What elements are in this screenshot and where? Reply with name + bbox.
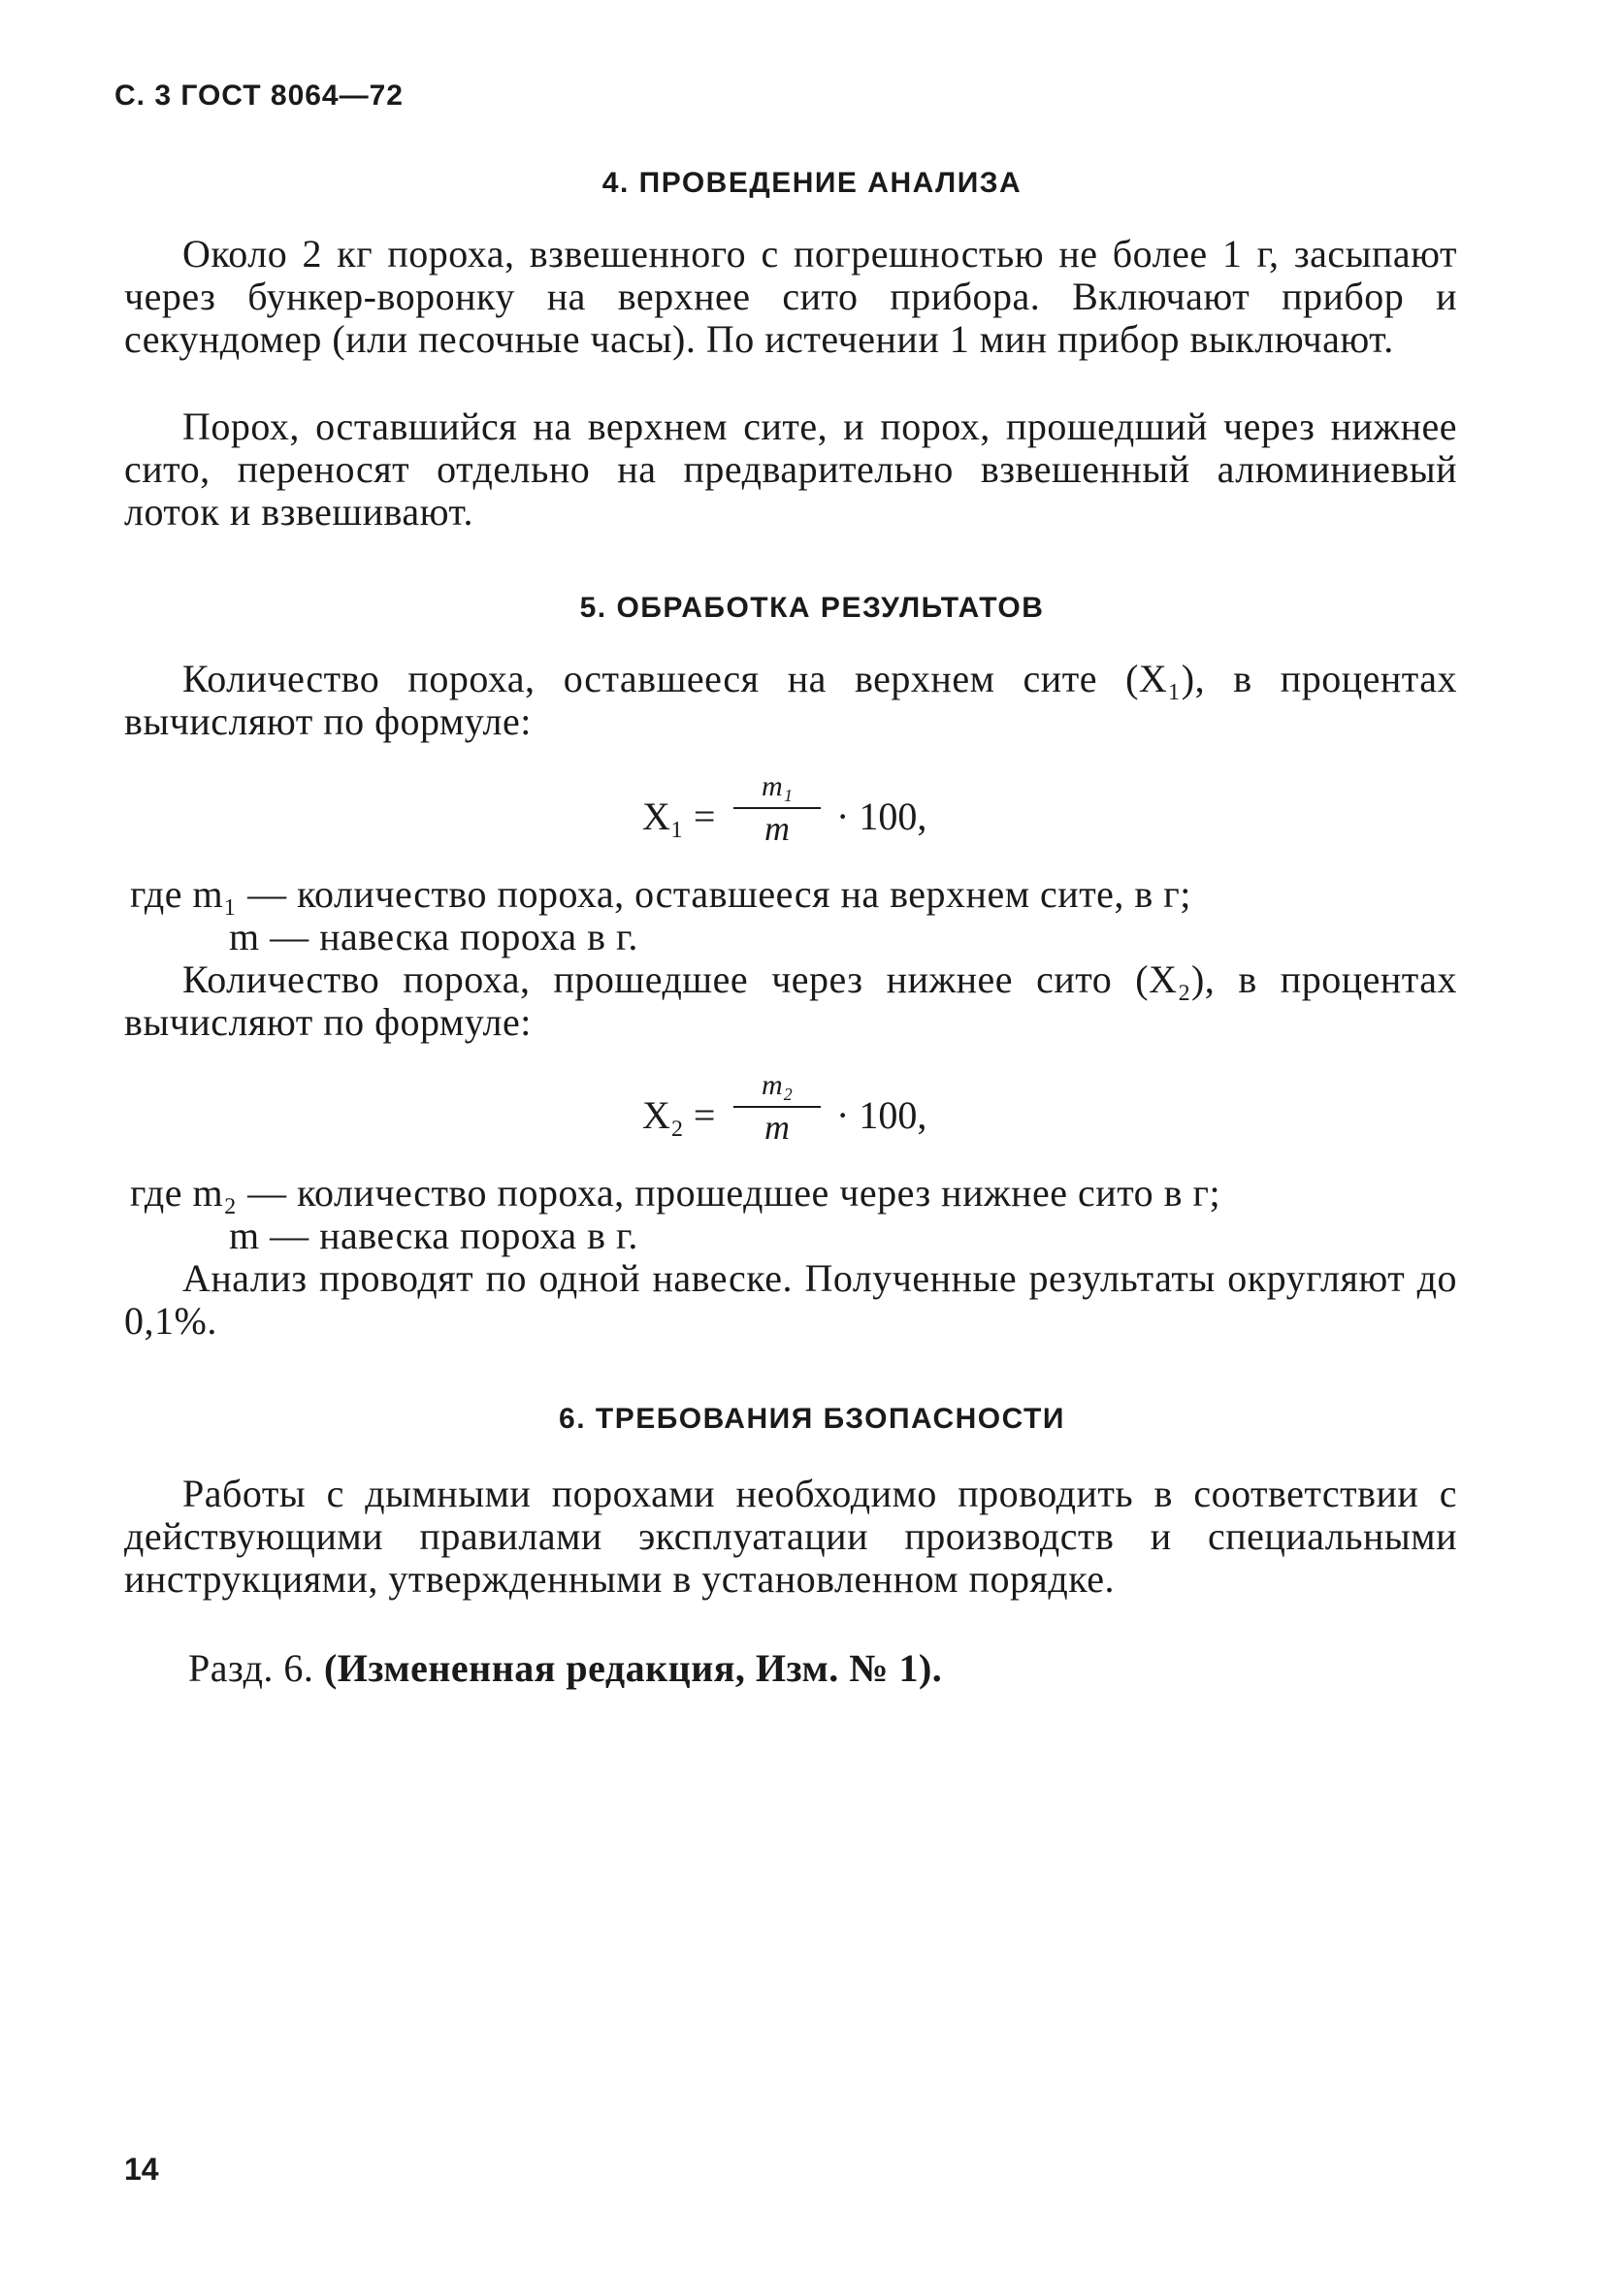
section-5-title: 5. ОБРАБОТКА РЕЗУЛЬТАТОВ xyxy=(579,592,1045,624)
section-4-title: 4. ПРОВЕДЕНИЕ АНАЛИЗА xyxy=(601,167,1023,199)
amendment-prefix: Разд. 6. xyxy=(188,1646,314,1690)
section-4-paragraph-1: Около 2 кг пороха, взвешенного с погрешностью не более 1 г, засыпают через бункер-воронку на верхнее сито прибора. Включают прибор и секундомер (или песочные часы). По истечении 1 мин прибор выключают. xyxy=(124,232,1457,361)
formula-x2-numerator: m₂ xyxy=(761,1069,794,1101)
section-6-title: 6. ТРЕБОВАНИЯ БЗОПАСНОСТИ xyxy=(559,1403,1065,1435)
formula-x1-lhs: X₁ = xyxy=(642,794,716,838)
where-m1-line: где m₁ — количество пороха, оставшееся на верхнем сите, в г; xyxy=(130,872,1191,916)
section-5-paragraph-2: Количество пороха, прошедшее через нижнее сито (X₂), в процентах вычисляют по формуле: xyxy=(124,957,1457,1044)
section-4-paragraph-2: Порох, оставшийся на верхнем сите, и порох, прошедший через нижнее сито, переносят отдельно на предварительно взвешенный алюминиевый лоток и взвешивают. xyxy=(124,405,1457,534)
formula-x2-denominator: m xyxy=(764,1108,790,1147)
where-m-line-2: m — навеска пороха в г. xyxy=(229,1214,638,1257)
formula-x1-rhs: · 100, xyxy=(836,794,927,838)
formula-x1-numerator: m₁ xyxy=(761,770,794,802)
page-number: 14 xyxy=(124,2152,159,2187)
formula-x2-fraction xyxy=(733,1071,821,1145)
where-m2-line: где m₂ — количество пороха, прошедшее через нижнее сито в г; xyxy=(130,1171,1221,1215)
section-5-paragraph-1: Количество пороха, оставшееся на верхнем сите (X₁), в процентах вычисляют по формуле: xyxy=(124,657,1457,743)
section-5-paragraph-3: Анализ проводят по одной навеске. Полученные результаты округляют до 0,1%. xyxy=(124,1256,1457,1343)
formula-x2 xyxy=(642,1071,972,1158)
formula-x1-denominator: m xyxy=(764,809,790,848)
amendment-bold-text: (Измененная редакция, Изм. № 1). xyxy=(323,1646,943,1690)
formula-x2-lhs: X₂ = xyxy=(642,1093,716,1137)
formula-x1 xyxy=(642,772,972,859)
running-header: С. 3 ГОСТ 8064—72 xyxy=(114,80,404,112)
formula-x2-rhs: · 100, xyxy=(836,1093,927,1137)
where-m-line-1: m — навеска пороха в г. xyxy=(229,915,638,958)
section-6-amendment-note xyxy=(188,1647,942,1690)
section-6-paragraph-1: Работы с дымными порохами необходимо проводить в соответствии с действующими правилами эксплуатации производств и специальными инструкциями, утвержденными в установленном порядке. xyxy=(124,1472,1457,1601)
formula-x1-fraction xyxy=(733,772,821,846)
